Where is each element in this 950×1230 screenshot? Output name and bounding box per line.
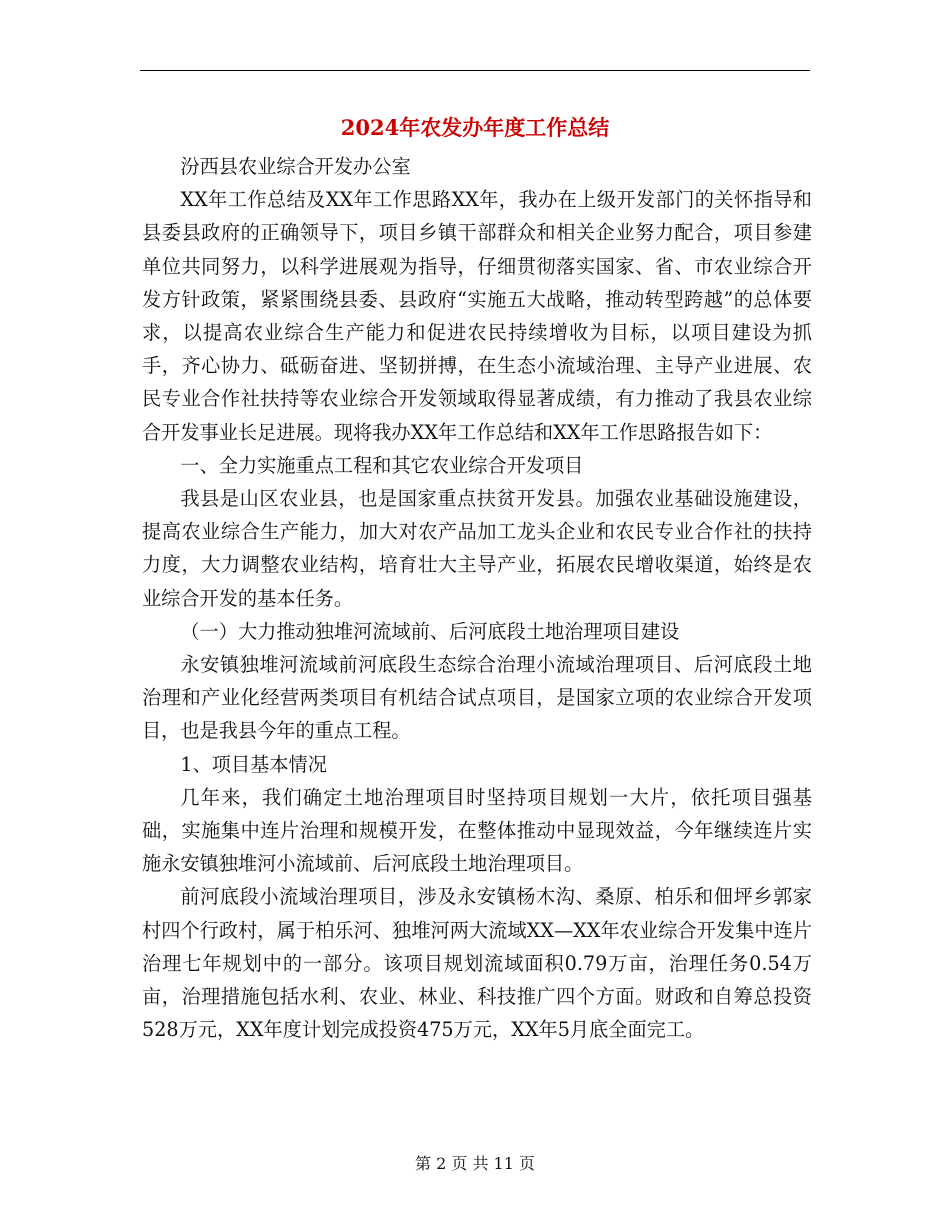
item-heading: 1、项目基本情况 xyxy=(180,752,327,776)
body-paragraph: 我县是山区农业县，也是国家重点扶贫开发县。加强农业基础设施建设，提高农业综合生产能力，加大对农产品加工龙头企业和农民专业合作社的扶持力度，大力调整农业结构，培育壮大主导产业，拓展农民增收渠道，始终是农业综合开发的基本任务。 xyxy=(142,487,812,610)
subsection-heading: （一）大力推动独堆河流域前、后河底段土地治理项目建设 xyxy=(180,619,680,643)
body-paragraph: 前河底段小流域治理项目，涉及永安镇杨木沟、桑原、柏乐和佃坪乡郭家村四个行政村，属于柏乐河、独堆河两大流域XX—XX年农业综合开发集中连片治理七年规划中的一部分。该项目规划流域面积0.79万亩，治理任务0.54万亩，治理措施包括水利、农业、林业、科技推广四个方面。财政和自筹总投资528万元，XX年度计划完成投资475万元，XX年5月底全面完工。 xyxy=(142,885,812,1042)
issuing-office: 汾西县农业综合开发办公室 xyxy=(180,155,411,178)
document-body xyxy=(142,150,812,1046)
document-title: 2024年农发办年度工作总结 xyxy=(340,115,610,140)
section-heading: 一、全力实施重点工程和其它农业综合开发项目 xyxy=(180,453,584,477)
header-rule xyxy=(140,70,810,71)
body-paragraph: 永安镇独堆河流域前河底段生态综合治理小流域治理项目、后河底段土地治理和产业化经营两类项目有机结合试点项目，是国家立项的农业综合开发项目，也是我县今年的重点工程。 xyxy=(142,653,812,743)
body-paragraph: 几年来，我们确定土地治理项目时坚持项目规划一大片，依托项目强基础，实施集中连片治理和规模开发，在整体推动中显现效益，今年继续连片实施永安镇独堆河小流域前、后河底段土地治理项目。 xyxy=(142,785,812,876)
page-footer: 第 2 页 共 11 页 xyxy=(415,1154,535,1173)
body-paragraph: XX年工作总结及XX年工作思路XX年，我办在上级开发部门的关怀指导和县委县政府的正确领导下，项目乡镇干部群众和相关企业努力配合，项目参建单位共同努力，以科学进展观为指导，仔细贯彻落实国家、省、市农业综合开发方针政策，紧紧围绕县委、县政府“实施五大战略，推动转型跨越”的总体要求，以提高农业综合生产能力和促进农民持续增收为目标，以项目建设为抓手，齐心协力、砥砺奋进、坚韧拼搏，在生态小流域治理、主导产业进展、农民专业合作社扶持等农业综合开发领域取得显著成绩，有力推动了我县农业综合开发事业长足进展。现将我办XX年工作总结和XX年工作思路报告如下： xyxy=(142,188,812,444)
